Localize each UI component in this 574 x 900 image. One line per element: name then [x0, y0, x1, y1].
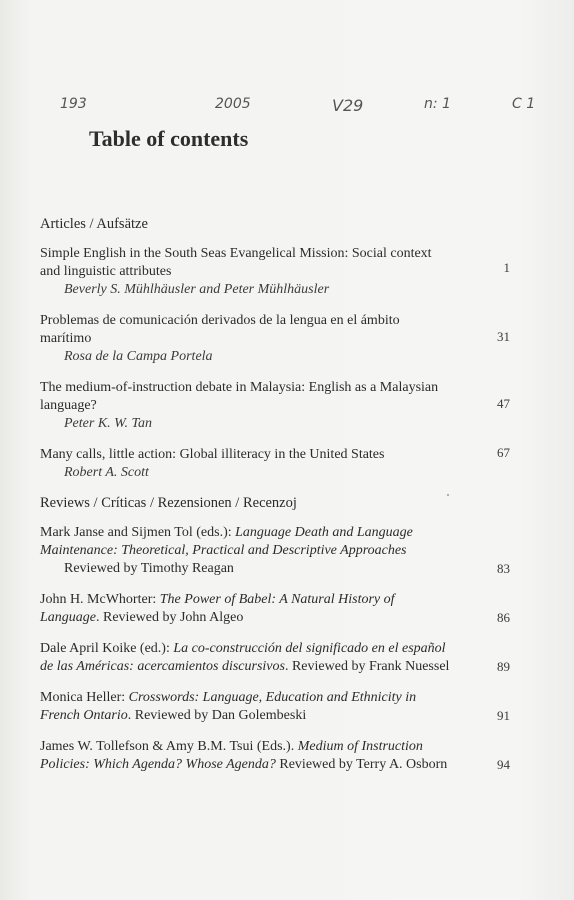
- page-number: 86: [497, 610, 510, 625]
- toc-entry: [40, 738, 520, 774]
- toc-entry: [40, 591, 520, 627]
- review-book-title: La co-construcción del significado en el español de las Américas: acercamientos discursivos: [40, 641, 446, 674]
- page-number: 89: [497, 659, 510, 674]
- handwriting-item: V29: [332, 96, 364, 115]
- review-book-title: Language Death and Language Maintenance: Theoretical, Practical and Descriptive Approaches: [40, 525, 413, 558]
- toc-content: [40, 216, 520, 787]
- review-book-title: Crosswords: Language, Education and Ethnicity in French Ontario: [40, 690, 417, 723]
- toc-entry: [40, 640, 520, 676]
- review-book-title: Medium of Instruction Policies: Which Agenda? Whose Agenda?: [40, 739, 423, 772]
- review-reviewer: Reviewed by Timothy Reagan: [64, 561, 234, 576]
- entry-title: Many calls, little action: Global illiteracy in the United States: [40, 447, 385, 462]
- toc-entry: [40, 689, 520, 725]
- review-reviewer: Reviewed by Terry A. Osborn: [275, 757, 448, 772]
- toc-entry: [40, 446, 520, 482]
- page-title: Table of contents: [89, 126, 249, 151]
- review-lead: Mark Janse and Sijmen Tol (eds.):: [40, 525, 236, 540]
- entry-author: Beverly S. Mühlhäusler and Peter Mühlhäusler: [64, 282, 330, 297]
- toc-entry: [40, 245, 520, 299]
- review-lead: Monica Heller:: [40, 690, 129, 705]
- review-reviewer: . Reviewed by Dan Golembeski: [127, 708, 307, 723]
- toc-entry: [40, 524, 520, 578]
- handwriting-item: 2005: [215, 96, 251, 112]
- page-number: 83: [497, 561, 510, 576]
- handwritten-annotation: [60, 96, 560, 120]
- page-number: 91: [497, 708, 510, 723]
- entry-author: Robert A. Scott: [64, 465, 149, 480]
- section-heading: Reviews / Críticas / Rezensionen / Recenzoj: [40, 495, 297, 511]
- section-heading: Articles / Aufsätze: [40, 216, 148, 232]
- reviews-section: [40, 495, 520, 774]
- page-number: 1: [503, 260, 510, 275]
- page-number: 67: [497, 445, 510, 460]
- handwriting-item: n: 1: [424, 96, 451, 112]
- toc-entry: [40, 312, 520, 366]
- entry-title: Problemas de comunicación derivados de la lengua en el ámbito marítimo: [40, 313, 400, 346]
- review-reviewer: . Reviewed by John Algeo: [96, 610, 244, 625]
- review-lead: John H. McWhorter:: [40, 592, 160, 607]
- page-number: 47: [497, 396, 510, 411]
- paper-speck: [447, 494, 449, 496]
- entry-title: The medium-of-instruction debate in Malaysia: English as a Malaysian language?: [40, 380, 439, 413]
- handwriting-item: C 1: [512, 96, 536, 112]
- articles-section: [40, 216, 520, 482]
- entry-author: Peter K. W. Tan: [64, 416, 153, 431]
- review-reviewer: . Reviewed by Frank Nuessel: [284, 659, 450, 674]
- review-lead: Dale April Koike (ed.):: [40, 641, 174, 656]
- review-book-title: The Power of Babel: A Natural History of Language: [40, 592, 395, 625]
- page-number: 31: [497, 329, 510, 344]
- handwriting-item: 193: [60, 96, 87, 112]
- entry-title: Simple English in the South Seas Evangelical Mission: Social context and linguistic attributes: [40, 246, 432, 279]
- page-number: 94: [497, 757, 510, 772]
- toc-entry: [40, 379, 520, 433]
- entry-author: Rosa de la Campa Portela: [64, 349, 213, 364]
- review-lead: James W. Tollefson & Amy B.M. Tsui (Eds.).: [40, 739, 298, 754]
